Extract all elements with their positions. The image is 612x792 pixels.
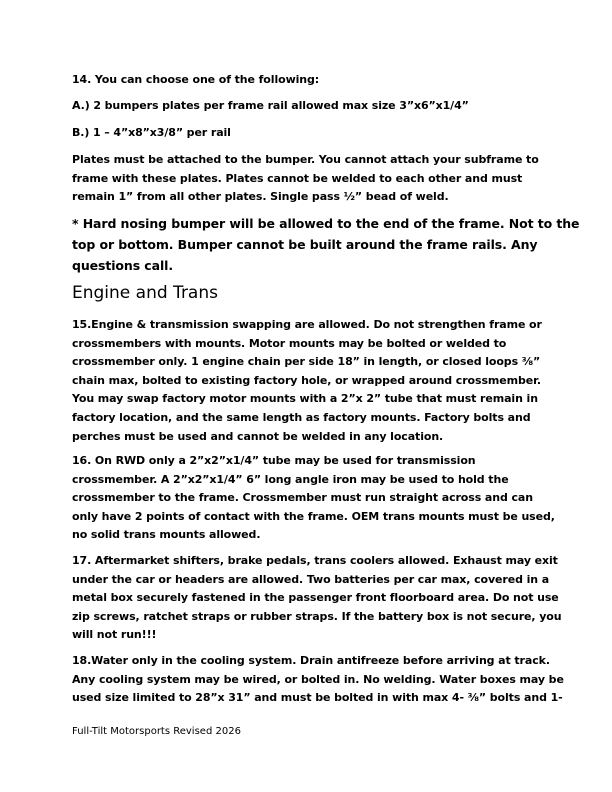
text-line: questions call. — [72, 258, 173, 273]
text-line: metal box securely fastened in the passenger front floorboard area. Do not use — [72, 591, 559, 605]
rule-17 — [72, 552, 562, 645]
text-line: A.) 2 bumpers plates per frame rail allowed max size 3”x6”x1/4” — [72, 99, 469, 112]
hard-nosing-note — [72, 213, 580, 276]
text-line: 16. On RWD only a 2”x2”x1/4” tube may be used for transmission — [72, 454, 476, 467]
text-line: perches must be used and cannot be welded in any location. — [72, 429, 444, 443]
text-line: crossmember only. 1 engine chain per side 18” in length, or closed loops ⅜” — [72, 355, 541, 369]
text-line: will not run!!! — [72, 628, 157, 642]
text-line: chain max, bolted to existing factory hole, or wrapped around crossmember. — [72, 373, 541, 387]
text-line: remain 1” from all other plates. Single pass ½” bead of weld. — [72, 190, 449, 204]
text-line: no solid trans mounts allowed. — [72, 528, 261, 542]
text-line: crossmember to the frame. Crossmember must run straight across and can — [72, 491, 533, 505]
option-a — [72, 97, 542, 116]
text-line: 14. You can choose one of the following: — [72, 73, 320, 86]
text-line: crossmember. A 2”x2”x1/4” 6” long angle iron may be used to hold the — [72, 472, 509, 486]
text-line: under the car or headers are allowed. Two batteries per car max, covered in a — [72, 572, 550, 586]
text-line: crossmembers with mounts. Motor mounts may be bolted or welded to — [72, 336, 507, 350]
option-b — [72, 124, 542, 143]
text-line: * Hard nosing bumper will be allowed to the end of the frame. Not to the — [72, 216, 580, 231]
text-line: factory location, and the same length as factory mounts. Factory bolts and — [72, 410, 531, 424]
text-line: You may swap factory motor mounts with a 2”x 2” tube that must remain in — [72, 392, 538, 406]
text-line: zip screws, ratchet straps or rubber straps. If the battery box is not secure, you — [72, 609, 562, 623]
plates-paragraph — [72, 151, 542, 207]
text-line: only have 2 points of contact with the frame. OEM trans mounts must be used, — [72, 509, 555, 523]
text-line: 15.Engine & transmission swapping are allowed. Do not strengthen frame or — [72, 318, 542, 331]
text-line: Plates must be attached to the bumper. You cannot attach your subframe to — [72, 153, 539, 166]
section-heading: Engine and Trans — [72, 283, 218, 303]
rule-15 — [72, 316, 542, 446]
rule-16 — [72, 452, 555, 545]
rule-14-intro — [72, 71, 542, 90]
text-line: top or bottom. Bumper cannot be built around the frame rails. Any — [72, 237, 538, 252]
text-line: Any cooling system may be wired, or bolted in. No welding. Water boxes may be — [72, 672, 564, 686]
text-line: 18.Water only in the cooling system. Drain antifreeze before arriving at track. — [72, 654, 550, 667]
rule-18 — [72, 652, 564, 708]
text-line: used size limited to 28”x 31” and must be bolted in with max 4- ⅜” bolts and 1- — [72, 691, 563, 705]
text-line: frame with these plates. Plates cannot be welded to each other and must — [72, 171, 523, 185]
page-footer: Full-Tilt Motorsports Revised 2026 — [72, 726, 241, 737]
text-line: B.) 1 – 4”x8”x3/8” per rail — [72, 126, 231, 139]
text-line: 17. Aftermarket shifters, brake pedals, trans coolers allowed. Exhaust may exit — [72, 554, 558, 567]
